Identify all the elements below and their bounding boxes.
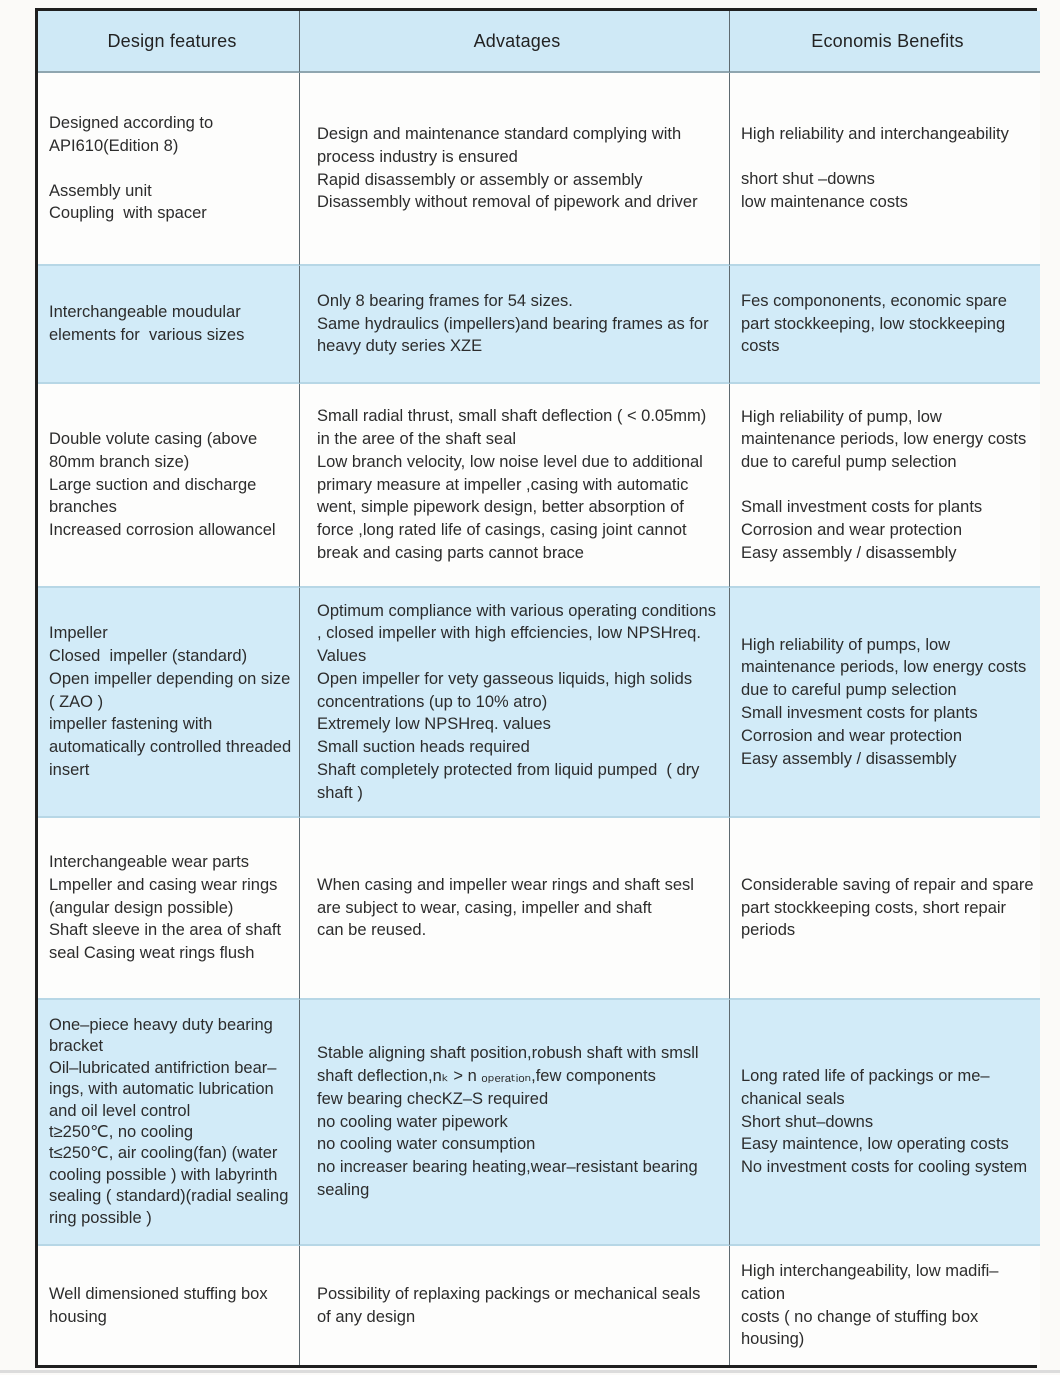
text-line: Extremely low NPSHreq. values bbox=[317, 715, 551, 734]
benefits-cell bbox=[730, 1246, 1040, 1365]
text-line: low maintenance costs bbox=[741, 192, 908, 211]
header-economic-benefits bbox=[730, 11, 1040, 73]
text-line: Well dimensioned stuffing box housing bbox=[49, 1284, 273, 1326]
text-line: Only 8 bearing frames for 54 sizes. bbox=[317, 291, 573, 310]
text-line: Closed impeller (standard) bbox=[49, 647, 248, 666]
text-line: Stable aligning shaft position,robush shaft with smsll shaft deflection,nₖ > n ₒₚₑᵣₐₜᵢₒₙ,few components bbox=[317, 1044, 704, 1086]
header-design-features-label: Design features bbox=[107, 30, 237, 51]
text-line: no cooling water consumption bbox=[317, 1135, 536, 1154]
benefits-cell bbox=[730, 1000, 1040, 1246]
text-line: t≤250℃, air cooling(fan) (water cooling possible ) with labyrinth sealing ( standard)(radial sealing ring possible ) bbox=[49, 1144, 293, 1227]
header-advantages-label: Advatages bbox=[473, 30, 561, 51]
text-line: Coupling with spacer bbox=[49, 204, 207, 223]
text-line: Long rated life of packings or me–chanical seals bbox=[741, 1067, 990, 1108]
text-line: no increaser bearing heating,wear–resistant bearing sealing bbox=[317, 1158, 703, 1199]
features-cell bbox=[38, 588, 300, 818]
advantages-cell bbox=[300, 266, 730, 384]
text-line: High reliability and interchangeability bbox=[741, 125, 1009, 144]
benefits-cell bbox=[730, 384, 1040, 588]
text-line: Small suction heads required bbox=[317, 738, 530, 757]
text-line: One–piece heavy duty bearing bracket bbox=[49, 1015, 278, 1056]
advantages-cell bbox=[300, 818, 730, 1000]
benefits-cell bbox=[730, 73, 1040, 266]
advantages-cell bbox=[300, 588, 730, 818]
text-line: Same hydraulics (impellers)and bearing frames as for heavy duty series XZE bbox=[317, 314, 714, 356]
text-line: Corrosion and wear protection bbox=[741, 520, 963, 539]
text-line: High interchangeability, low madifi–cation bbox=[741, 1261, 999, 1303]
text-line: periods bbox=[741, 921, 796, 940]
text-line: Shaft completely protected from liquid pumped ( dry shaft ) bbox=[317, 760, 705, 802]
text-line: No investment costs for cooling system bbox=[741, 1158, 1028, 1177]
text-line: Easy assembly / disassembly bbox=[741, 749, 957, 768]
advantages-cell bbox=[300, 1246, 730, 1365]
text-line: Shaft sleeve in the area of shaft seal Casing weat rings flush bbox=[49, 921, 286, 963]
text-line: Impeller bbox=[49, 624, 108, 643]
text-line: Open impeller depending on size ( ZAO ) bbox=[49, 669, 295, 711]
text-line: Small radial thrust, small shaft deflection ( < 0.05mm) in the aree of the shaft seal bbox=[317, 407, 711, 449]
text-line: Interchangeable wear parts bbox=[49, 853, 249, 872]
text-line: Increased corrosion allowancel bbox=[49, 521, 276, 540]
text-line: impeller fastening with automatically controlled threaded insert bbox=[49, 715, 296, 779]
text-line: no cooling water pipework bbox=[317, 1112, 508, 1131]
text-line: Oil–lubricated antifriction bear–ings, with automatic lubrication and oil level control bbox=[49, 1058, 279, 1120]
header-advantages bbox=[300, 11, 730, 73]
comparison-table bbox=[35, 8, 1037, 1368]
advantages-cell bbox=[300, 384, 730, 588]
header-design-features bbox=[38, 11, 300, 73]
text-line: Open impeller for vety gasseous liquids, high solids concentrations (up to 10% atro) bbox=[317, 669, 697, 711]
text-line: Small invesment costs for plants bbox=[741, 704, 978, 722]
text-line: High reliability of pumps, low maintenance periods, low energy costs due to careful pump selection bbox=[741, 635, 1031, 700]
features-cell bbox=[38, 266, 300, 384]
features-cell bbox=[38, 73, 300, 266]
text-line: few bearing checKZ–S required bbox=[317, 1089, 549, 1108]
text-line: Double volute casing (above 80mm branch size) bbox=[49, 430, 262, 471]
text-line: short shut –downs bbox=[741, 170, 875, 189]
features-cell bbox=[38, 1246, 300, 1365]
text-line: Small investment costs for plants bbox=[741, 498, 983, 516]
text-line: When casing and impeller wear rings and shaft sesl are subject to wear, casing, impeller and shaft bbox=[317, 875, 699, 917]
text-line: Considerable saving of repair and spare part stockkeeping costs, short repair bbox=[741, 875, 1039, 917]
text-line: Short shut–downs bbox=[741, 1112, 874, 1131]
text-line: High reliability of pump, low maintenance periods, low energy costs due to careful pump selection bbox=[741, 407, 1031, 472]
page-bottom-edge bbox=[0, 1370, 1060, 1373]
header-economic-benefits-label: Economis Benefits bbox=[811, 30, 964, 51]
text-line: t≥250℃, no cooling bbox=[49, 1123, 194, 1141]
text-line: Rapid disassembly or assembly or assembly bbox=[317, 170, 643, 189]
text-line: Large suction and discharge branches bbox=[49, 475, 261, 517]
features-cell bbox=[38, 1000, 300, 1246]
advantages-cell bbox=[300, 1000, 730, 1246]
text-line: Optimum compliance with various operating conditions , closed impeller with high effciencies, low NPSHreq. Values bbox=[317, 601, 721, 666]
text-line: Disassembly without removal of pipework and driver bbox=[317, 193, 698, 212]
features-cell bbox=[38, 384, 300, 588]
text-line: costs ( no change of stuffing box housing) bbox=[741, 1307, 983, 1349]
text-line: Possibility of replaxing packings or mechanical seals of any design bbox=[317, 1284, 705, 1326]
text-line: Design and maintenance standard complying with process industry is ensured bbox=[317, 124, 686, 166]
text-line: Easy maintence, low operating costs bbox=[741, 1135, 1009, 1154]
text-line: Lmpeller and casing wear rings (angular design possible) bbox=[49, 875, 282, 917]
text-line: Fes compononents, economic spare part stockkeeping, low stockkeeping costs bbox=[741, 291, 1012, 356]
text-line: can be reused. bbox=[317, 921, 427, 940]
text-line: Assembly unit bbox=[49, 181, 152, 200]
text-line: Easy assembly / disassembly bbox=[741, 543, 957, 562]
benefits-cell bbox=[730, 818, 1040, 1000]
text-line: Interchangeable moudular elements for various sizes bbox=[49, 303, 246, 344]
text-line: Low branch velocity, low noise level due to additional primary measure at impeller ,casing with automatic went, simple pipework design, better absorption of force ,long rated life of casings, casing joint cannot break and casing parts cannot brace bbox=[317, 452, 708, 562]
benefits-cell bbox=[730, 266, 1040, 384]
text-line: Designed according to API610(Edition 8) bbox=[49, 113, 217, 155]
text-line: Corrosion and wear protection bbox=[741, 726, 963, 745]
advantages-cell bbox=[300, 73, 730, 266]
features-cell bbox=[38, 818, 300, 1000]
benefits-cell bbox=[730, 588, 1040, 818]
